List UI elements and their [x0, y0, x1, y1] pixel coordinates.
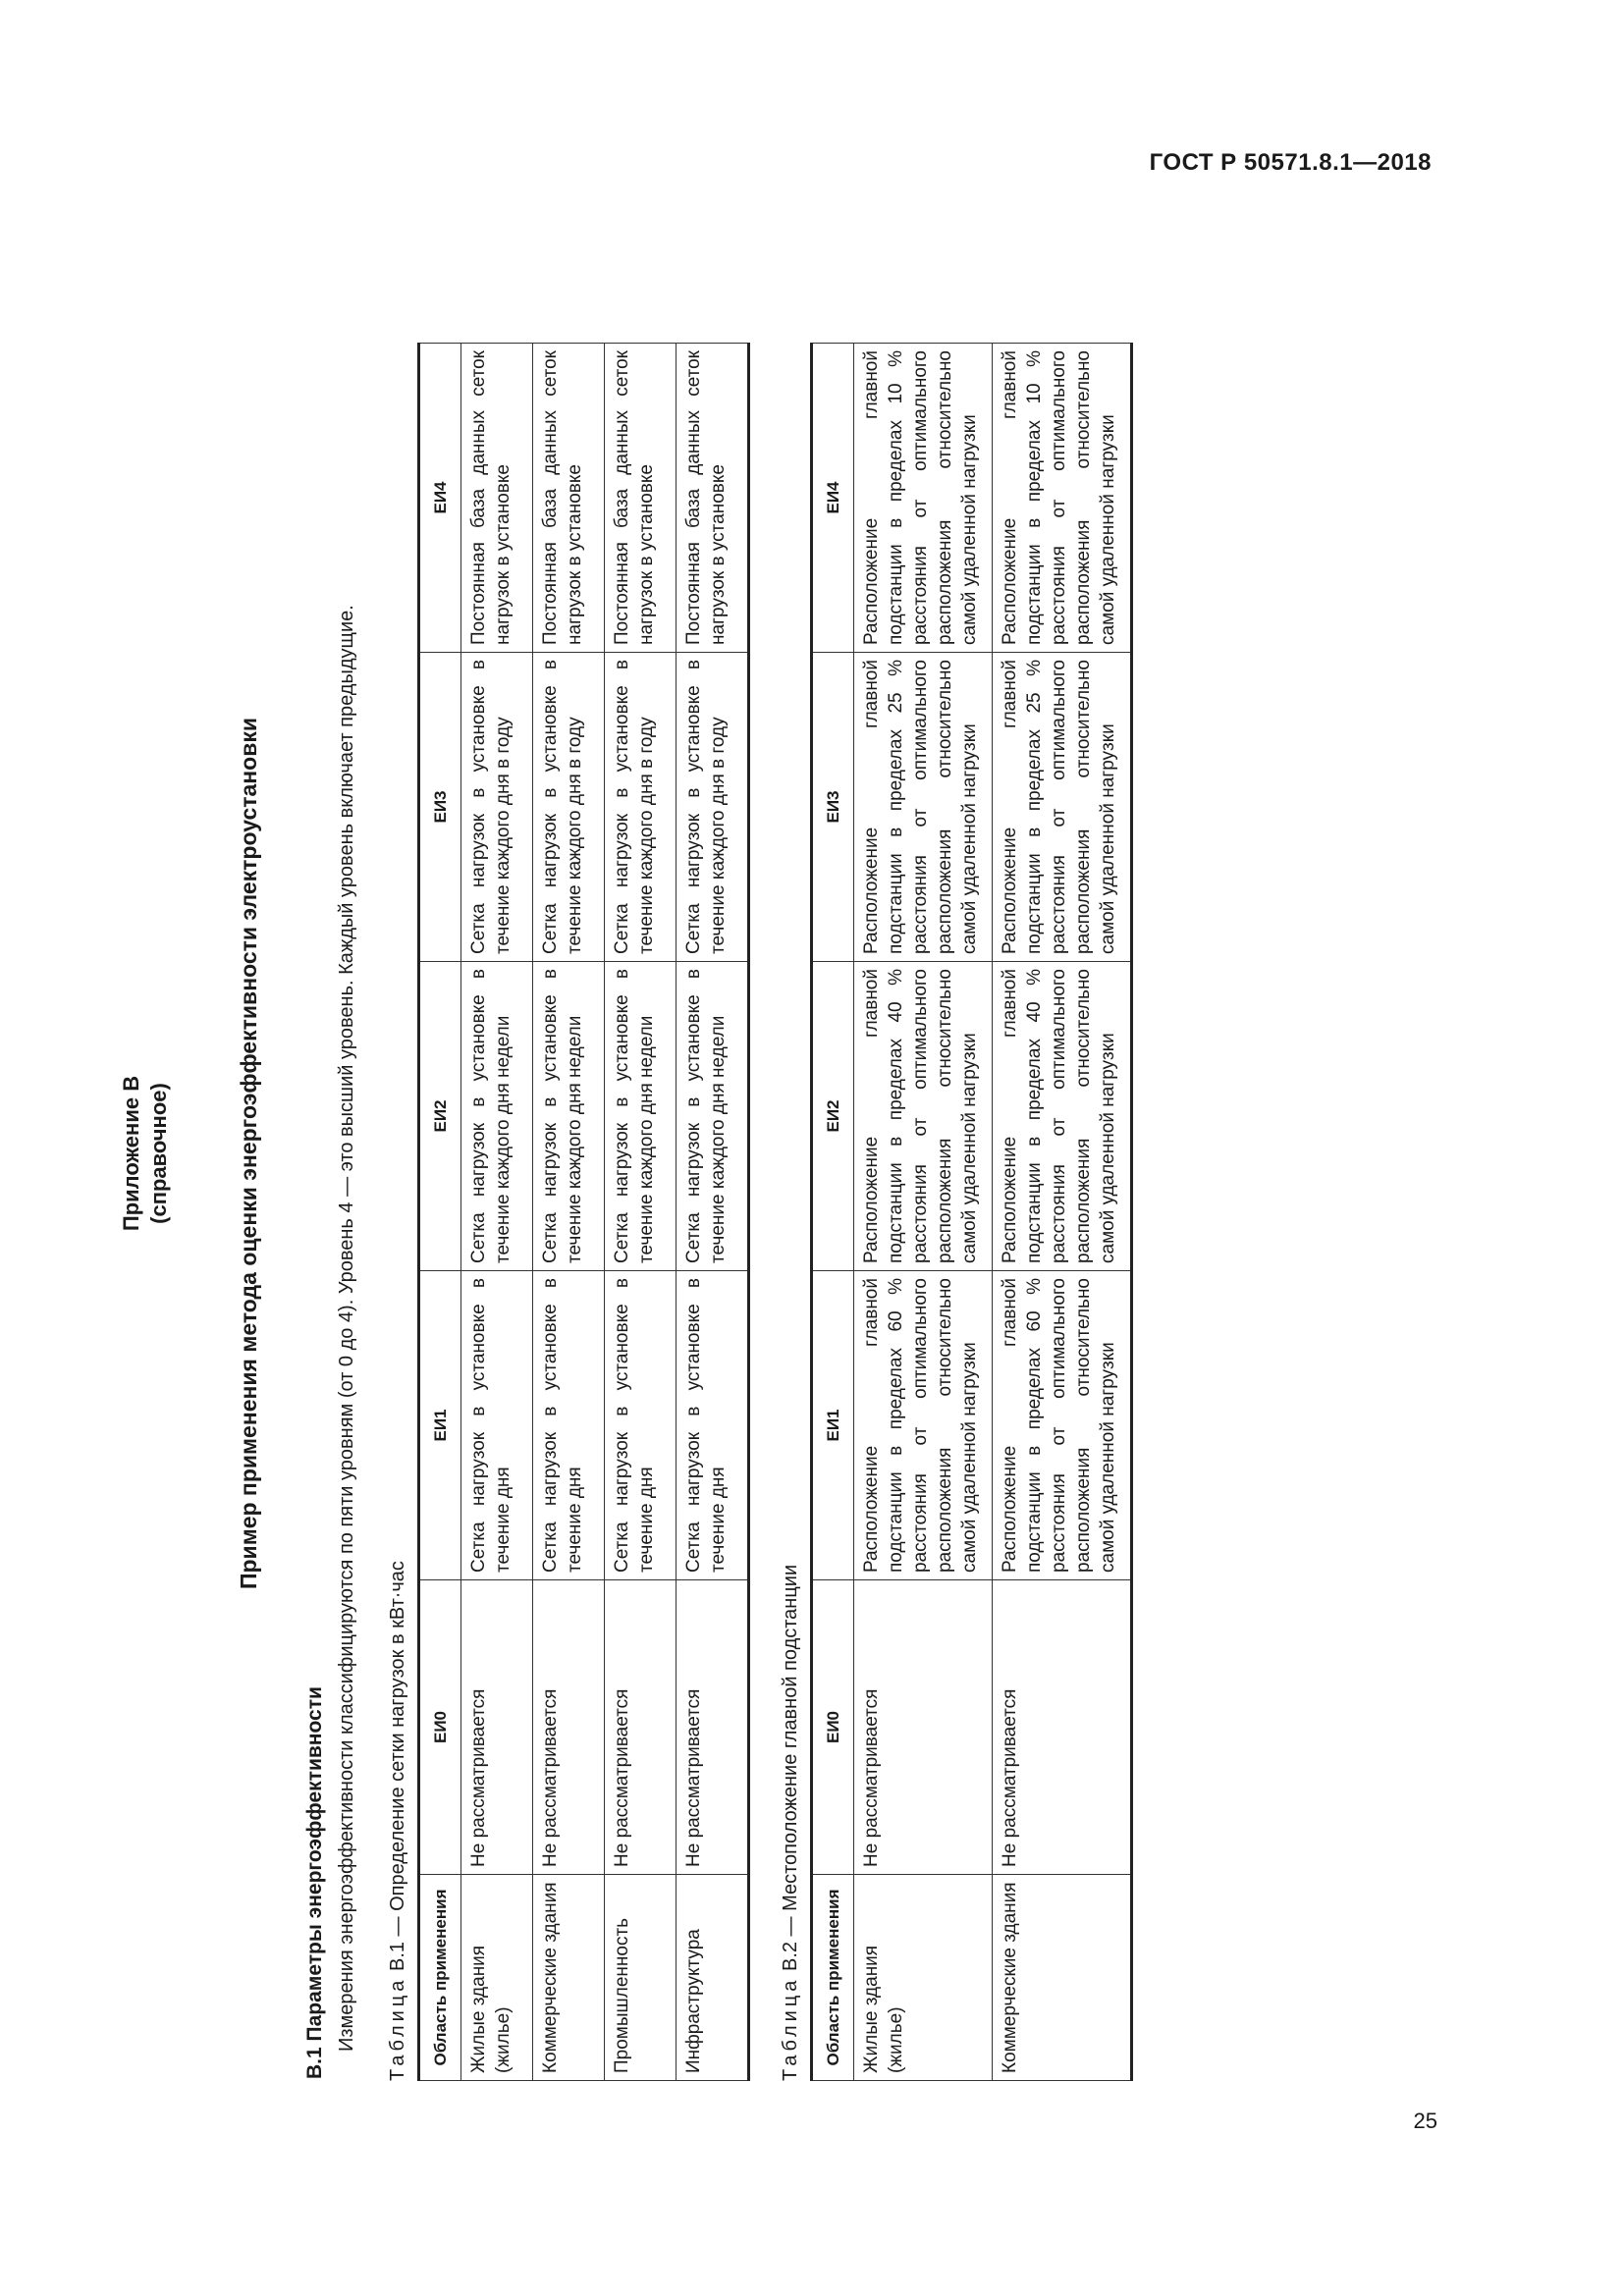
- table-cell: Промышленность: [605, 1875, 677, 2081]
- table-cell: Жилые здания (жилье): [461, 1875, 533, 2081]
- column-header: ЕИ0: [812, 1580, 854, 1875]
- table-cell: Постоянная база данных сеток нагрузок в установке: [533, 344, 605, 653]
- table-cell: Сетка нагрузок в установке в течение дня: [461, 1271, 533, 1580]
- table-cell: Не рассматривается: [533, 1580, 605, 1875]
- table-cell: Расположение главной подстанции в пределах 40 % расстояния от оптимального расположения относительно самой удаленной нагрузки: [993, 962, 1132, 1271]
- table-cell: Сетка нагрузок в установке в течение каждого дня недели: [677, 962, 749, 1271]
- table-cell: Сетка нагрузок в установке в течение дня: [605, 1271, 677, 1580]
- table-row: [993, 344, 1132, 2081]
- column-header: ЕИ3: [812, 653, 854, 962]
- table-cell: Сетка нагрузок в установке в течение каждого дня в году: [533, 653, 605, 962]
- table1-caption: [387, 226, 409, 2081]
- table1-caption-prefix: Таблица: [387, 1976, 408, 2081]
- column-header: Область применения: [419, 1875, 461, 2081]
- table-row: [461, 344, 533, 2081]
- table-cell: Жилые здания (жилье): [854, 1875, 993, 2081]
- column-header: ЕИ1: [812, 1271, 854, 1580]
- column-header: ЕИ4: [419, 344, 461, 653]
- table-substation-location: [810, 343, 1133, 2081]
- table-cell: Сетка нагрузок в установке в течение дня: [677, 1271, 749, 1580]
- table1-caption-text: В.1 — Определение сетки нагрузок в кВт·час: [387, 1561, 408, 1972]
- table-cell: Постоянная база данных сеток нагрузок в установке: [605, 344, 677, 653]
- appendix-title: Приложение В: [119, 1075, 143, 1232]
- table-cell: Не рассматривается: [993, 1580, 1132, 1875]
- table2-caption: [780, 226, 802, 2081]
- table-cell: Расположение главной подстанции в пределах 60 % расстояния от оптимального расположения относительно самой удаленной нагрузки: [854, 1271, 993, 1580]
- table-row: [854, 344, 993, 2081]
- table-cell: Сетка нагрузок в установке в течение каждого дня в году: [461, 653, 533, 962]
- table-cell: Инфраструктура: [677, 1875, 749, 2081]
- document-code: ГОСТ Р 50571.8.1—2018: [1149, 149, 1432, 176]
- table-cell: Расположение главной подстанции в пределах 60 % расстояния от оптимального расположения относительно самой удаленной нагрузки: [993, 1271, 1132, 1580]
- table-header-row: [812, 344, 854, 2081]
- table-cell: Сетка нагрузок в установке в течение каждого дня недели: [461, 962, 533, 1271]
- column-header: ЕИ0: [419, 1580, 461, 1875]
- appendix-note: (справочное): [146, 1083, 171, 1224]
- column-header: ЕИ3: [419, 653, 461, 962]
- rotated-page-content: [118, 226, 1443, 2081]
- table-cell: Расположение главной подстанции в пределах 40 % расстояния от оптимального расположения относительно самой удаленной нагрузки: [854, 962, 993, 1271]
- table-load-grid: [417, 343, 750, 2081]
- column-header: ЕИ2: [419, 962, 461, 1271]
- table-cell: Расположение главной подстанции в пределах 10 % расстояния от оптимального расположения относительно самой удаленной нагрузки: [854, 344, 993, 653]
- page-number: 25: [1413, 2109, 1437, 2133]
- table-cell: Коммерческие здания: [533, 1875, 605, 2081]
- table-row: [605, 344, 677, 2081]
- table-cell: Расположение главной подстанции в пределах 25 % расстояния от оптимального расположения относительно самой удаленной нагрузки: [854, 653, 993, 962]
- column-header: ЕИ1: [419, 1271, 461, 1580]
- table-header-row: [419, 344, 461, 2081]
- column-header: Область применения: [812, 1875, 854, 2081]
- table2-caption-prefix: Таблица: [780, 1976, 801, 2081]
- table-cell: Сетка нагрузок в установке в течение каждого дня недели: [605, 962, 677, 1271]
- section-paragraph: Измерения энергоэффективности классифицируются по пяти уровням (от 0 до 4). Уровень 4 — это высший уровень. Каждый уровень включает предыдущие.: [336, 605, 357, 2052]
- table-cell: Не рассматривается: [605, 1580, 677, 1875]
- table-cell: Не рассматривается: [461, 1580, 533, 1875]
- table-cell: Расположение главной подстанции в пределах 10 % расстояния от оптимального расположения относительно самой удаленной нагрузки: [993, 344, 1132, 653]
- table-row: [533, 344, 605, 2081]
- table-row: [677, 344, 749, 2081]
- section-heading: В.1 Параметры энергоэффективности: [303, 1686, 326, 2079]
- column-header: ЕИ4: [812, 344, 854, 653]
- table-cell: Постоянная база данных сеток нагрузок в установке: [677, 344, 749, 653]
- table-cell: Сетка нагрузок в установке в течение каждого дня недели: [533, 962, 605, 1271]
- table-cell: Расположение главной подстанции в пределах 25 % расстояния от оптимального расположения относительно самой удаленной нагрузки: [993, 653, 1132, 962]
- table-cell: Не рассматривается: [854, 1580, 993, 1875]
- table-cell: Сетка нагрузок в установке в течение дня: [533, 1271, 605, 1580]
- table-cell: Сетка нагрузок в установке в течение каждого дня в году: [605, 653, 677, 962]
- document-title: Пример применения метода оценки энергоэффективности электроустановки: [236, 717, 261, 1590]
- table-cell: Сетка нагрузок в установке в течение каждого дня в году: [677, 653, 749, 962]
- table-cell: Не рассматривается: [677, 1580, 749, 1875]
- column-header: ЕИ2: [812, 962, 854, 1271]
- table-cell: Коммерческие здания: [993, 1875, 1132, 2081]
- table-cell: Постоянная база данных сеток нагрузок в установке: [461, 344, 533, 653]
- table2-caption-text: В.2 — Местоположение главной подстанции: [780, 1564, 801, 1972]
